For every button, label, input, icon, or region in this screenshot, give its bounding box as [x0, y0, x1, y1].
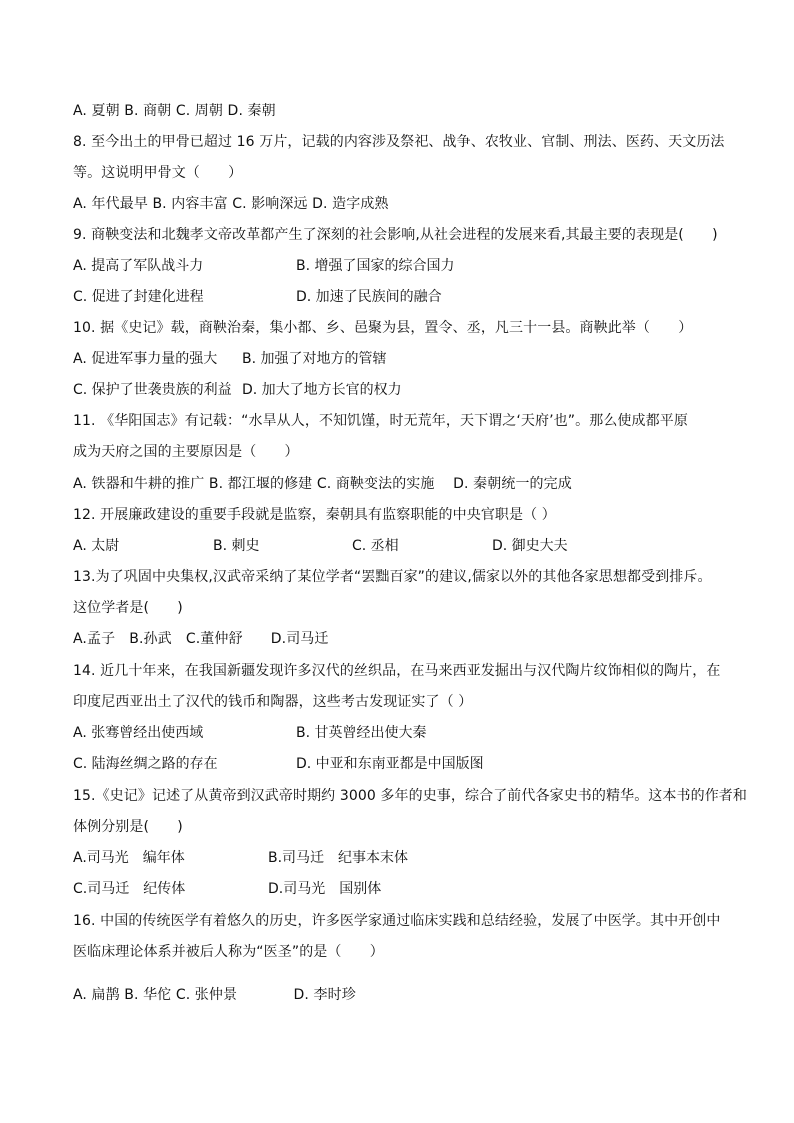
q15-option-d: D.司马光 国别体	[268, 881, 382, 897]
q14-option-b: B. 甘英曾经出使大秦	[296, 725, 427, 741]
q14-stem-cont: 印度尼西亚出土了汉代的钱币和陶器，这些考古发现证实了（ ）	[73, 694, 473, 710]
q15-option-b: B.司马迁 纪事本末体	[268, 850, 409, 866]
q9-option-b: B. 增强了国家的综合国力	[296, 258, 455, 274]
q15-stem-cont: 体例分别是( )	[73, 819, 183, 835]
q8-stem: 8. 至今出土的甲骨已超过 16 万片，记载的内容涉及祭祀、战争、农牧业、官制、刑法、医药、天文历法	[73, 134, 725, 150]
q14-option-d: D. 中亚和东南亚都是中国版图	[296, 756, 484, 772]
q11-stem: 11. 《华阳国志》有记载：“水旱从人，不知饥馑，时无荒年，天下谓之‘天府’也”。那么使成都平原	[73, 413, 688, 429]
q10-option-b: B. 加强了对地方的管辖	[242, 351, 387, 367]
q14-option-c: C. 陆海丝绸之路的存在	[73, 756, 218, 772]
q15-option-a: A.司马光 编年体	[73, 850, 185, 866]
q10-option-a: A. 促进军事力量的强大	[73, 351, 218, 367]
q13-stem: 13.为了巩固中央集权,汉武帝采纳了某位学者“罢黜百家”的建议,儒家以外的其他各家思想都受到排斥。	[73, 569, 712, 585]
q14-stem: 14. 近几十年来，在我国新疆发现许多汉代的丝织品，在马来西亚发掘出与汉代陶片纹饰相似的陶片，在	[73, 663, 721, 679]
q14-option-a: A. 张骞曾经出使西域	[73, 725, 204, 741]
q15-stem: 15.《史记》记述了从黄帝到汉武帝时期约 3000 多年的史事，综合了前代各家史书的精华。这本书的作者和	[73, 788, 747, 804]
q12-stem: 12. 开展廉政建设的重要手段就是监察，秦朝具有监察职能的中央官职是（ ）	[73, 507, 556, 523]
q9-option-a: A. 提高了军队战斗力	[73, 258, 204, 274]
q9-stem: 9. 商鞅变法和北魏孝文帝改革都产生了深刻的社会影响,从社会进程的发展来看,其最主要的表现是( )	[73, 227, 718, 243]
q12-option-c: C. 丞相	[352, 538, 399, 554]
q8-stem-cont: 等。这说明甲骨文（ ）	[73, 165, 243, 181]
q15-option-c: C.司马迁 纪传体	[73, 881, 186, 897]
q16-options: A. 扁鹊 B. 华佗 C. 张仲景 D. 李时珍	[73, 987, 356, 1003]
q7-options: A. 夏朝 B. 商朝 C. 周朝 D. 秦朝	[73, 103, 276, 119]
q11-options: A. 铁器和牛耕的推广 B. 都江堰的修建 C. 商鞅变法的实施 D. 秦朝统一的完成	[73, 476, 572, 492]
q11-stem-cont: 成为天府之国的主要原因是（ ）	[73, 444, 299, 460]
q9-option-c: C. 促进了封建化进程	[73, 289, 204, 305]
q10-option-c: C. 保护了世袭贵族的利益	[73, 382, 232, 398]
q16-stem-cont: 医临床理论体系并被后人称为“医圣”的是（ ）	[73, 944, 384, 960]
q12-option-b: B. 刺史	[213, 538, 260, 554]
q12-option-d: D. 御史大夫	[492, 538, 568, 554]
q12-option-a: A. 太尉	[73, 538, 120, 554]
q9-option-d: D. 加速了民族间的融合	[296, 289, 442, 305]
q10-option-d: D. 加大了地方长官的权力	[242, 382, 402, 398]
q13-stem-cont: 这位学者是( )	[73, 600, 183, 616]
q10-stem: 10. 据《史记》载，商鞅治秦，集小都、乡、邑聚为县，置令、丞，凡三十一县。商鞅此举（ ）	[73, 320, 693, 336]
q8-options: A. 年代最早 B. 内容丰富 C. 影响深远 D. 造字成熟	[73, 196, 389, 212]
q16-stem: 16. 中国的传统医学有着悠久的历史，许多医学家通过临床实践和总结经验，发展了中医学。其中开创中	[73, 913, 721, 929]
q13-options: A.孟子 B.孙武 C.董仲舒 D.司马迁	[73, 631, 329, 647]
